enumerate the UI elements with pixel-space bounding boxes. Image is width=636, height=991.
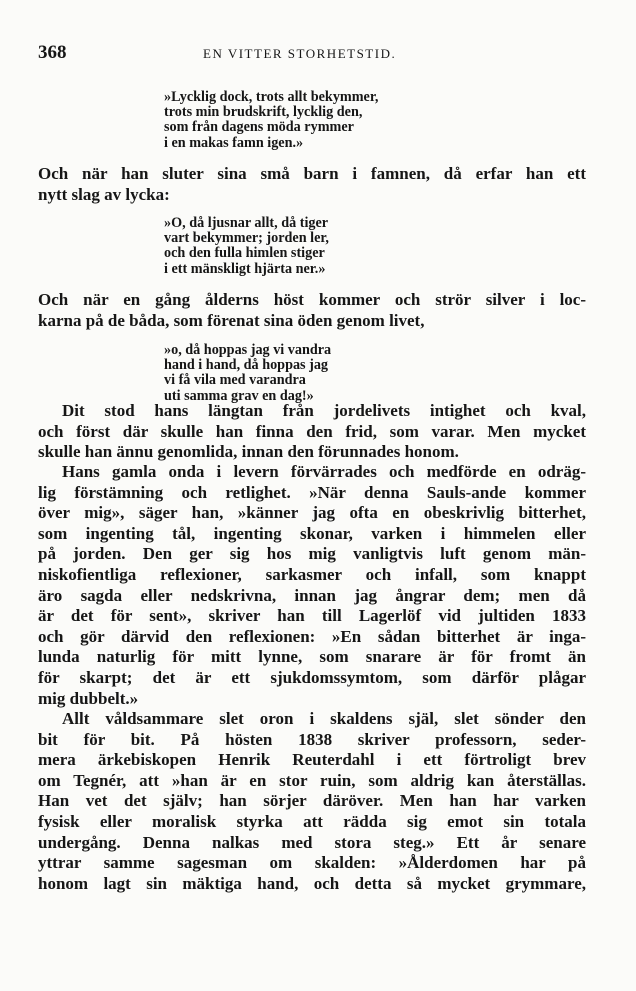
verse-line: »O, då ljusnar allt, då tiger (164, 215, 329, 231)
verse-line: som från dagens möda rymmer (164, 119, 354, 136)
text-line: skulle han ännu genomlida, innan den förunnades honom. (38, 442, 459, 462)
text-line: Hans gamla onda i levern förvärrades och medförde en odräg- (62, 462, 586, 481)
text-line: Han vet det själv; han sörjer däröver. Men han har varken (38, 791, 586, 811)
text-line: honom lagt sin mäktiga hand, och detta så mycket grymmare, (38, 873, 586, 893)
text-line: nytt slag av lycka: (38, 184, 170, 204)
text-line: Och när han sluter sina små barn i famnen, då erfar han ett (38, 164, 586, 183)
text-line: som ingenting tål, ingenting skonar, varken i himmelen eller (38, 523, 586, 543)
text-line: Dit stod hans längtan från jordelivets intighet och kval, (62, 401, 586, 420)
verse-line: i ett mänskligt hjärta ner.» (164, 260, 326, 277)
verse-line: hand i hand, då hoppas jag (164, 357, 329, 374)
text-line: över mig», säger han, »känner jag ofta en obeskrivlig bitterhet, (38, 503, 586, 523)
text-line: om Tegnér, att »han är en stor ruin, som aldrig kan återställas. (38, 770, 586, 790)
page-header (38, 42, 586, 66)
verse-line: vart bekymmer; jorden ler, (164, 230, 329, 247)
running-title: EN VITTER STORHETSTID. (203, 46, 397, 61)
text-line: mera ärkebiskopen Henrik Reuterdahl i ett förtroligt brev (38, 750, 586, 770)
text-line: fysisk eller moralisk styrka att rädda sig emot sin totala (38, 811, 586, 831)
text-line: undergång. Denna nalkas med stora steg.» Ett år senare (38, 832, 586, 852)
verse-line: och den fulla himlen stiger (164, 245, 325, 262)
paragraph-2 (38, 290, 586, 331)
verse-line: vi få vila med varandra (164, 372, 306, 389)
paragraph-1 (38, 164, 586, 205)
text-line: Och när en gång ålderns höst kommer och strör silver i loc- (38, 290, 586, 309)
text-line: bit för bit. På hösten 1838 skriver professorn, seder- (38, 729, 586, 749)
text-line: Allt våldsammare slet oron i skaldens själ, slet sönder den (62, 709, 586, 728)
paragraph-4 (38, 462, 586, 709)
text-line: lunda naturlig för mitt lynne, som snarare är för fromt än (38, 647, 586, 667)
text-line: och först där skulle han finna den frid, som varar. Men mycket (38, 421, 586, 441)
text-line: niskofientliga reflexioner, sarkasmer och infall, som knappt (38, 564, 586, 584)
paragraph-5 (38, 709, 586, 894)
verse-line: »Lycklig dock, trots allt bekymmer, (164, 89, 379, 105)
verse-stanza-3 (164, 343, 331, 404)
paragraph-3 (38, 401, 586, 463)
verse-line: i en makas famn igen.» (164, 134, 304, 151)
text-line: för skarpt; det är ett sjukdomssymtom, som därför plågar (38, 667, 586, 687)
text-line: på jorden. Den ger sig hos mig vanligtvis luft genom män- (38, 544, 586, 564)
text-line: karna på de båda, som förenat sina öden genom livet, (38, 310, 425, 330)
text-line: är det för sent», skriver han till Lagerlöf vid jultiden 1833 (38, 606, 586, 626)
text-line: äro sagda eller nedskrivna, innan jag ångrar dem; men då (38, 585, 586, 605)
verse-line: trots min brudskrift, lycklig den, (164, 104, 363, 121)
verse-line: uti samma grav en dag!» (164, 387, 314, 404)
text-line: yttrar samme sagesman om skalden: »Ålderdomen har på (38, 853, 586, 873)
verse-stanza-2 (164, 216, 329, 277)
text-line: och gör därvid den reflexionen: »En sådan bitterhet är inga- (38, 626, 586, 646)
text-line: lig förstämning och retlighet. »När denna Sauls-ande kommer (38, 482, 586, 502)
page-number: 368 (38, 42, 67, 63)
verse-line: »o, då hoppas jag vi vandra (164, 342, 332, 358)
text-line: mig dubbelt.» (38, 688, 139, 708)
verse-stanza-1 (164, 90, 378, 151)
